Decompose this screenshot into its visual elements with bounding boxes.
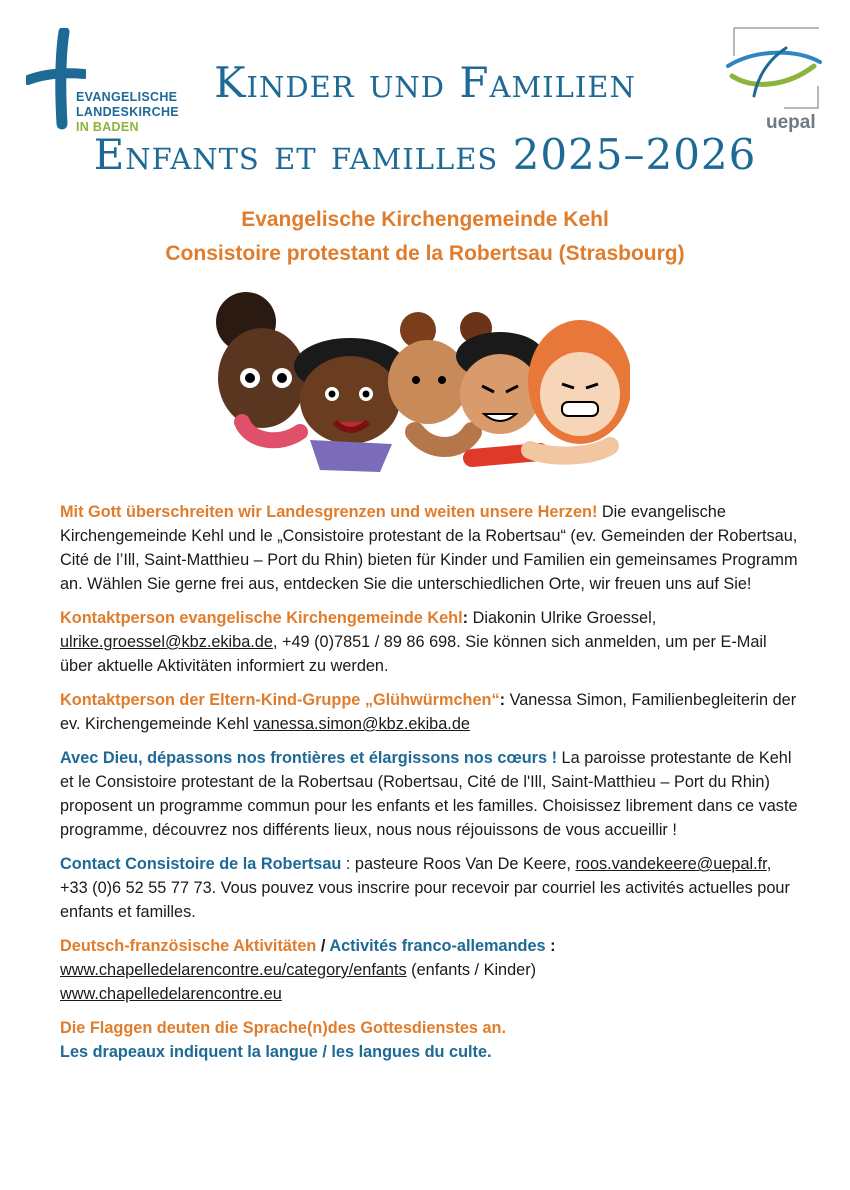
- contact-group-text: Vanessa Simon, Familienbegleiterin der ev. Kirchengemeinde Kehl: [60, 691, 797, 733]
- contact-robertsau-text2: , +33 (0)6 52 55 77 73. Vous pouvez vous inscrire pour recevoir par courriel les activités actuelles pour enfants et familles.: [60, 855, 790, 921]
- activities-label-fr: Activités franco-allemandes: [329, 937, 546, 955]
- children-illustration: [210, 282, 630, 492]
- uepal-wordmark: uepal: [766, 112, 816, 133]
- activities-label-de: Deutsch-französische Aktivitäten: [60, 937, 317, 955]
- organizer-kehl: Evangelische Kirchengemeinde Kehl: [241, 208, 609, 231]
- intro-fr-text: La paroisse protestante de Kehl et le Consistoire protestant de la Robertsau (Robertsau, Cité de l'Ill, Saint-Matthieu – Port du Rhin) proposent un programme commun pour les enfants et les familles. Choisissez librement dans ce vaste programme, découvrez nos différents lieux, nous nous réjouissons de vous accueillir !: [60, 749, 798, 839]
- contact-group-paragraph: [60, 688, 800, 736]
- contact-group-colon: :: [499, 691, 506, 709]
- activities-sep: /: [316, 937, 330, 955]
- flags-paragraph: [60, 1016, 800, 1064]
- link-enfants-note: (enfants / Kinder): [406, 961, 537, 979]
- contact-kehl-text2: , +49 (0)7851 / 89 86 698. Sie können sich anmelden, um per E-Mail über aktuelle Aktivitäten informiert zu werden.: [60, 633, 767, 675]
- logo-line-1: EVANGELISCHE: [76, 90, 178, 104]
- contact-group-label: Kontaktperson der Eltern-Kind-Gruppe „Glühwürmchen“: [60, 691, 500, 709]
- contact-kehl-colon: :: [462, 609, 469, 627]
- flags-note-fr: Les drapeaux indiquent la langue / les langues du culte.: [60, 1043, 492, 1061]
- contact-kehl-label: Kontaktperson evangelische Kirchengemeinde Kehl: [60, 609, 463, 627]
- activities-paragraph: [60, 934, 800, 1006]
- contact-kehl-paragraph: [60, 606, 800, 678]
- email-link-robertsau[interactable]: roos.vandekeere@uepal.fr: [575, 855, 767, 873]
- contact-robertsau-paragraph: [60, 852, 800, 924]
- flags-note-de: Die Flaggen deuten die Sprache(n)des Gottesdienstes an.: [60, 1019, 507, 1037]
- intro-fr-paragraph: [60, 746, 800, 842]
- contact-kehl-text1: Diakonin Ulrike Groessel,: [468, 609, 657, 627]
- page-title-fr: Enfants et familles 2025–2026: [93, 130, 757, 179]
- page-title-de: Kinder und Familien: [214, 58, 636, 107]
- intro-fr-lead: Avec Dieu, dépassons nos frontières et élargissons nos cœurs !: [60, 749, 558, 767]
- intro-de-paragraph: [60, 500, 800, 596]
- intro-de-lead: Mit Gott überschreiten wir Landesgrenzen und weiten unsere Herzen!: [60, 503, 598, 521]
- organizer-robertsau: Consistoire protestant de la Robertsau (Strasbourg): [165, 242, 685, 265]
- content: [60, 500, 800, 1074]
- activities-colon: :: [545, 937, 556, 955]
- intro-de-text: Die evangelische Kirchengemeinde Kehl und le „Consistoire protestant de la Robertsau“ (ev. Gemeinden der Robertsau, Cité de l’Ill, Saint-Matthieu – Port du Rhin) bieten für Kinder und Familien ein gemeinsames Programm an. Wählen Sie gerne frei aus, entdecken Sie die unterschiedlichen Orte, wir freuen uns auf Sie!: [60, 503, 798, 593]
- logo-line-3: IN BADEN: [76, 120, 139, 134]
- logo-line-2: LANDESKIRCHE: [76, 105, 179, 119]
- link-chapelle[interactable]: www.chapelledelarencontre.eu: [60, 985, 282, 1003]
- contact-robertsau-label: Contact Consistoire de la Robertsau: [60, 855, 342, 873]
- contact-robertsau-text1: : pasteure Roos Van De Keere,: [341, 855, 571, 873]
- link-enfants[interactable]: www.chapelledelarencontre.eu/category/enfants: [60, 961, 407, 979]
- email-link-kehl[interactable]: ulrike.groessel@kbz.ekiba.de: [60, 633, 273, 651]
- email-link-group[interactable]: vanessa.simon@kbz.ekiba.de: [253, 715, 470, 733]
